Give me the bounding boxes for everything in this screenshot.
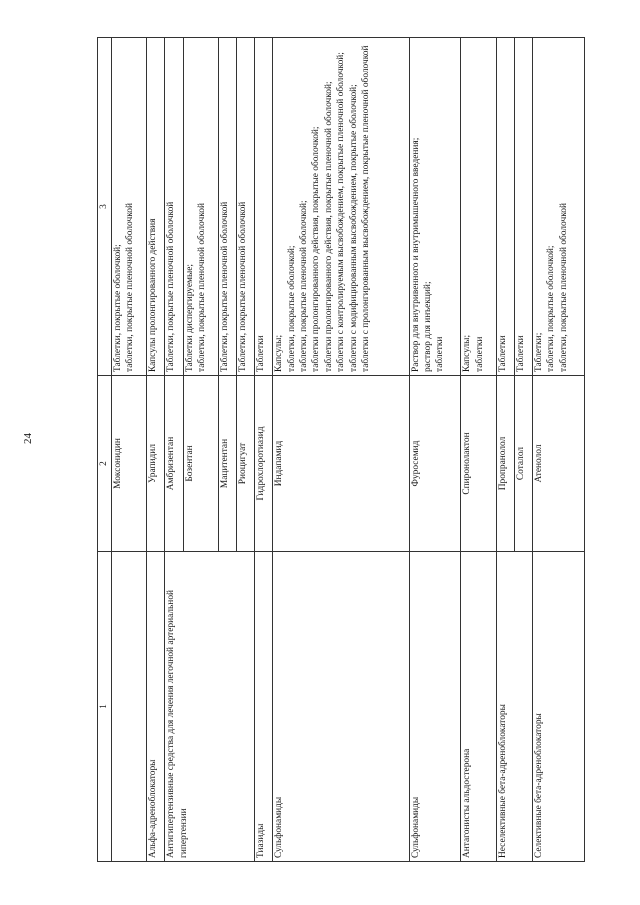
dosage-form-line: Капсулы; bbox=[462, 334, 473, 372]
drug-name-cell: Риоцигуат bbox=[236, 376, 254, 552]
table-body bbox=[112, 38, 585, 862]
column-header: 1 bbox=[98, 552, 112, 862]
dosage-forms-cell bbox=[255, 38, 273, 376]
table-row bbox=[532, 38, 584, 862]
dosage-forms-cell bbox=[273, 38, 409, 376]
group-cell: Селективные бета-адреноблокаторы bbox=[532, 552, 584, 862]
dosage-form-line: таблетки с модифицированным высвобождением, покрытые оболочкой; bbox=[348, 84, 359, 372]
drug-name-cell: Моксонидин bbox=[112, 376, 147, 552]
column-header: 2 bbox=[98, 376, 112, 552]
dosage-form-line: таблетки, покрытые оболочкой; bbox=[546, 245, 557, 372]
dosage-form-line: таблетки, покрытые пленочной оболочкой; bbox=[299, 200, 310, 372]
drug-name-cell: Спиронолактон bbox=[461, 376, 496, 552]
dosage-forms-cell bbox=[532, 38, 584, 376]
dosage-form-line: Таблетки bbox=[497, 335, 508, 372]
table-row bbox=[461, 38, 496, 862]
drug-table bbox=[97, 37, 585, 862]
table-row bbox=[409, 38, 461, 862]
dosage-form-line: Таблетки диспергируемые; bbox=[184, 263, 195, 372]
drug-name-cell: Мацитентан bbox=[218, 376, 236, 552]
dosage-form-line: таблетки bbox=[435, 336, 446, 372]
table-row bbox=[255, 38, 273, 862]
dosage-form-line: Капсулы; bbox=[274, 334, 285, 372]
dosage-form-line: раствор для инъекций; bbox=[422, 281, 433, 372]
dosage-forms-cell bbox=[461, 38, 496, 376]
dosage-form-line: Раствор для внутривенного и внутримышечного введения; bbox=[410, 137, 421, 372]
dosage-form-line: Таблетки, покрытые пленочной оболочкой bbox=[219, 201, 230, 372]
column-header: 3 bbox=[98, 38, 112, 376]
dosage-form-line: Таблетки, покрытые пленочной оболочкой bbox=[237, 201, 248, 372]
dosage-forms-cell bbox=[183, 38, 218, 376]
dosage-form-line: таблетки, покрытые оболочкой; bbox=[286, 245, 297, 372]
rotated-table-container bbox=[97, 38, 585, 862]
drug-name-cell: Индапамид bbox=[273, 376, 409, 552]
drug-name-cell: Атенолол bbox=[532, 376, 584, 552]
dosage-forms-cell bbox=[409, 38, 461, 376]
dosage-form-line: Таблетки; bbox=[533, 332, 544, 372]
table-row bbox=[112, 38, 147, 862]
dosage-forms-cell bbox=[236, 38, 254, 376]
dosage-forms-cell bbox=[147, 38, 165, 376]
dosage-form-line: Таблетки bbox=[256, 335, 267, 372]
header-row bbox=[98, 38, 112, 862]
drug-name-cell: Урапидил bbox=[147, 376, 165, 552]
group-cell: Антигипертензивные средства для лечения легочной артериальной гипертензии bbox=[165, 552, 255, 862]
dosage-form-line: Таблетки, покрытые пленочной оболочкой bbox=[166, 201, 177, 372]
drug-name-cell: Бозентан bbox=[183, 376, 218, 552]
dosage-form-line: таблетки, покрытые пленочной оболочкой bbox=[196, 203, 207, 372]
group-cell bbox=[112, 552, 147, 862]
dosage-form-line: таблетки пролонгированного действия, покрытые пленочной оболочкой; bbox=[323, 81, 334, 372]
group-cell: Тиазиды bbox=[255, 552, 273, 862]
drug-name-cell: Гидрохлоротиазид bbox=[255, 376, 273, 552]
dosage-form-line: таблетки с пролонгированным высвобождением, покрытые пленочной оболочкой bbox=[361, 45, 372, 372]
dosage-forms-cell bbox=[496, 38, 514, 376]
dosage-forms-cell bbox=[112, 38, 147, 376]
dosage-forms-cell bbox=[165, 38, 183, 376]
table-row bbox=[147, 38, 165, 862]
dosage-forms-cell bbox=[218, 38, 236, 376]
dosage-forms-cell bbox=[514, 38, 532, 376]
dosage-form-line: таблетки bbox=[474, 336, 485, 372]
group-cell: Антагонисты альдостерона bbox=[461, 552, 496, 862]
group-cell: Сульфонамиды bbox=[409, 552, 461, 862]
drug-name-cell: Амбризентан bbox=[165, 376, 183, 552]
dosage-form-line: таблетки пролонгированного действия, покрытые оболочкой; bbox=[311, 126, 322, 372]
dosage-form-line: Таблетки, покрытые оболочкой; bbox=[113, 244, 123, 372]
dosage-form-line: таблетки, покрытые пленочной оболочкой bbox=[125, 203, 136, 372]
dosage-form-line: таблетки, покрытые пленочной оболочкой bbox=[558, 203, 569, 372]
group-cell: Неселективные бета-адреноблокаторы bbox=[496, 552, 532, 862]
dosage-form-line: таблетки с контролируемым высвобождением, покрытые пленочной оболочкой; bbox=[336, 52, 347, 372]
drug-name-cell: Пропранолол bbox=[496, 376, 514, 552]
drug-name-cell: Соталол bbox=[514, 376, 532, 552]
table-row bbox=[273, 38, 409, 862]
dosage-form-line: Капсулы пролонгированного действия bbox=[148, 218, 159, 372]
group-cell: Альфа-адреноблокаторы bbox=[147, 552, 165, 862]
drug-name-cell: Фуросемид bbox=[409, 376, 461, 552]
table-row bbox=[165, 38, 183, 862]
group-cell: Сульфонамиды bbox=[273, 552, 409, 862]
dosage-form-line: Таблетки bbox=[515, 335, 526, 372]
page-number: 24 bbox=[22, 433, 34, 444]
table-row bbox=[496, 38, 514, 862]
